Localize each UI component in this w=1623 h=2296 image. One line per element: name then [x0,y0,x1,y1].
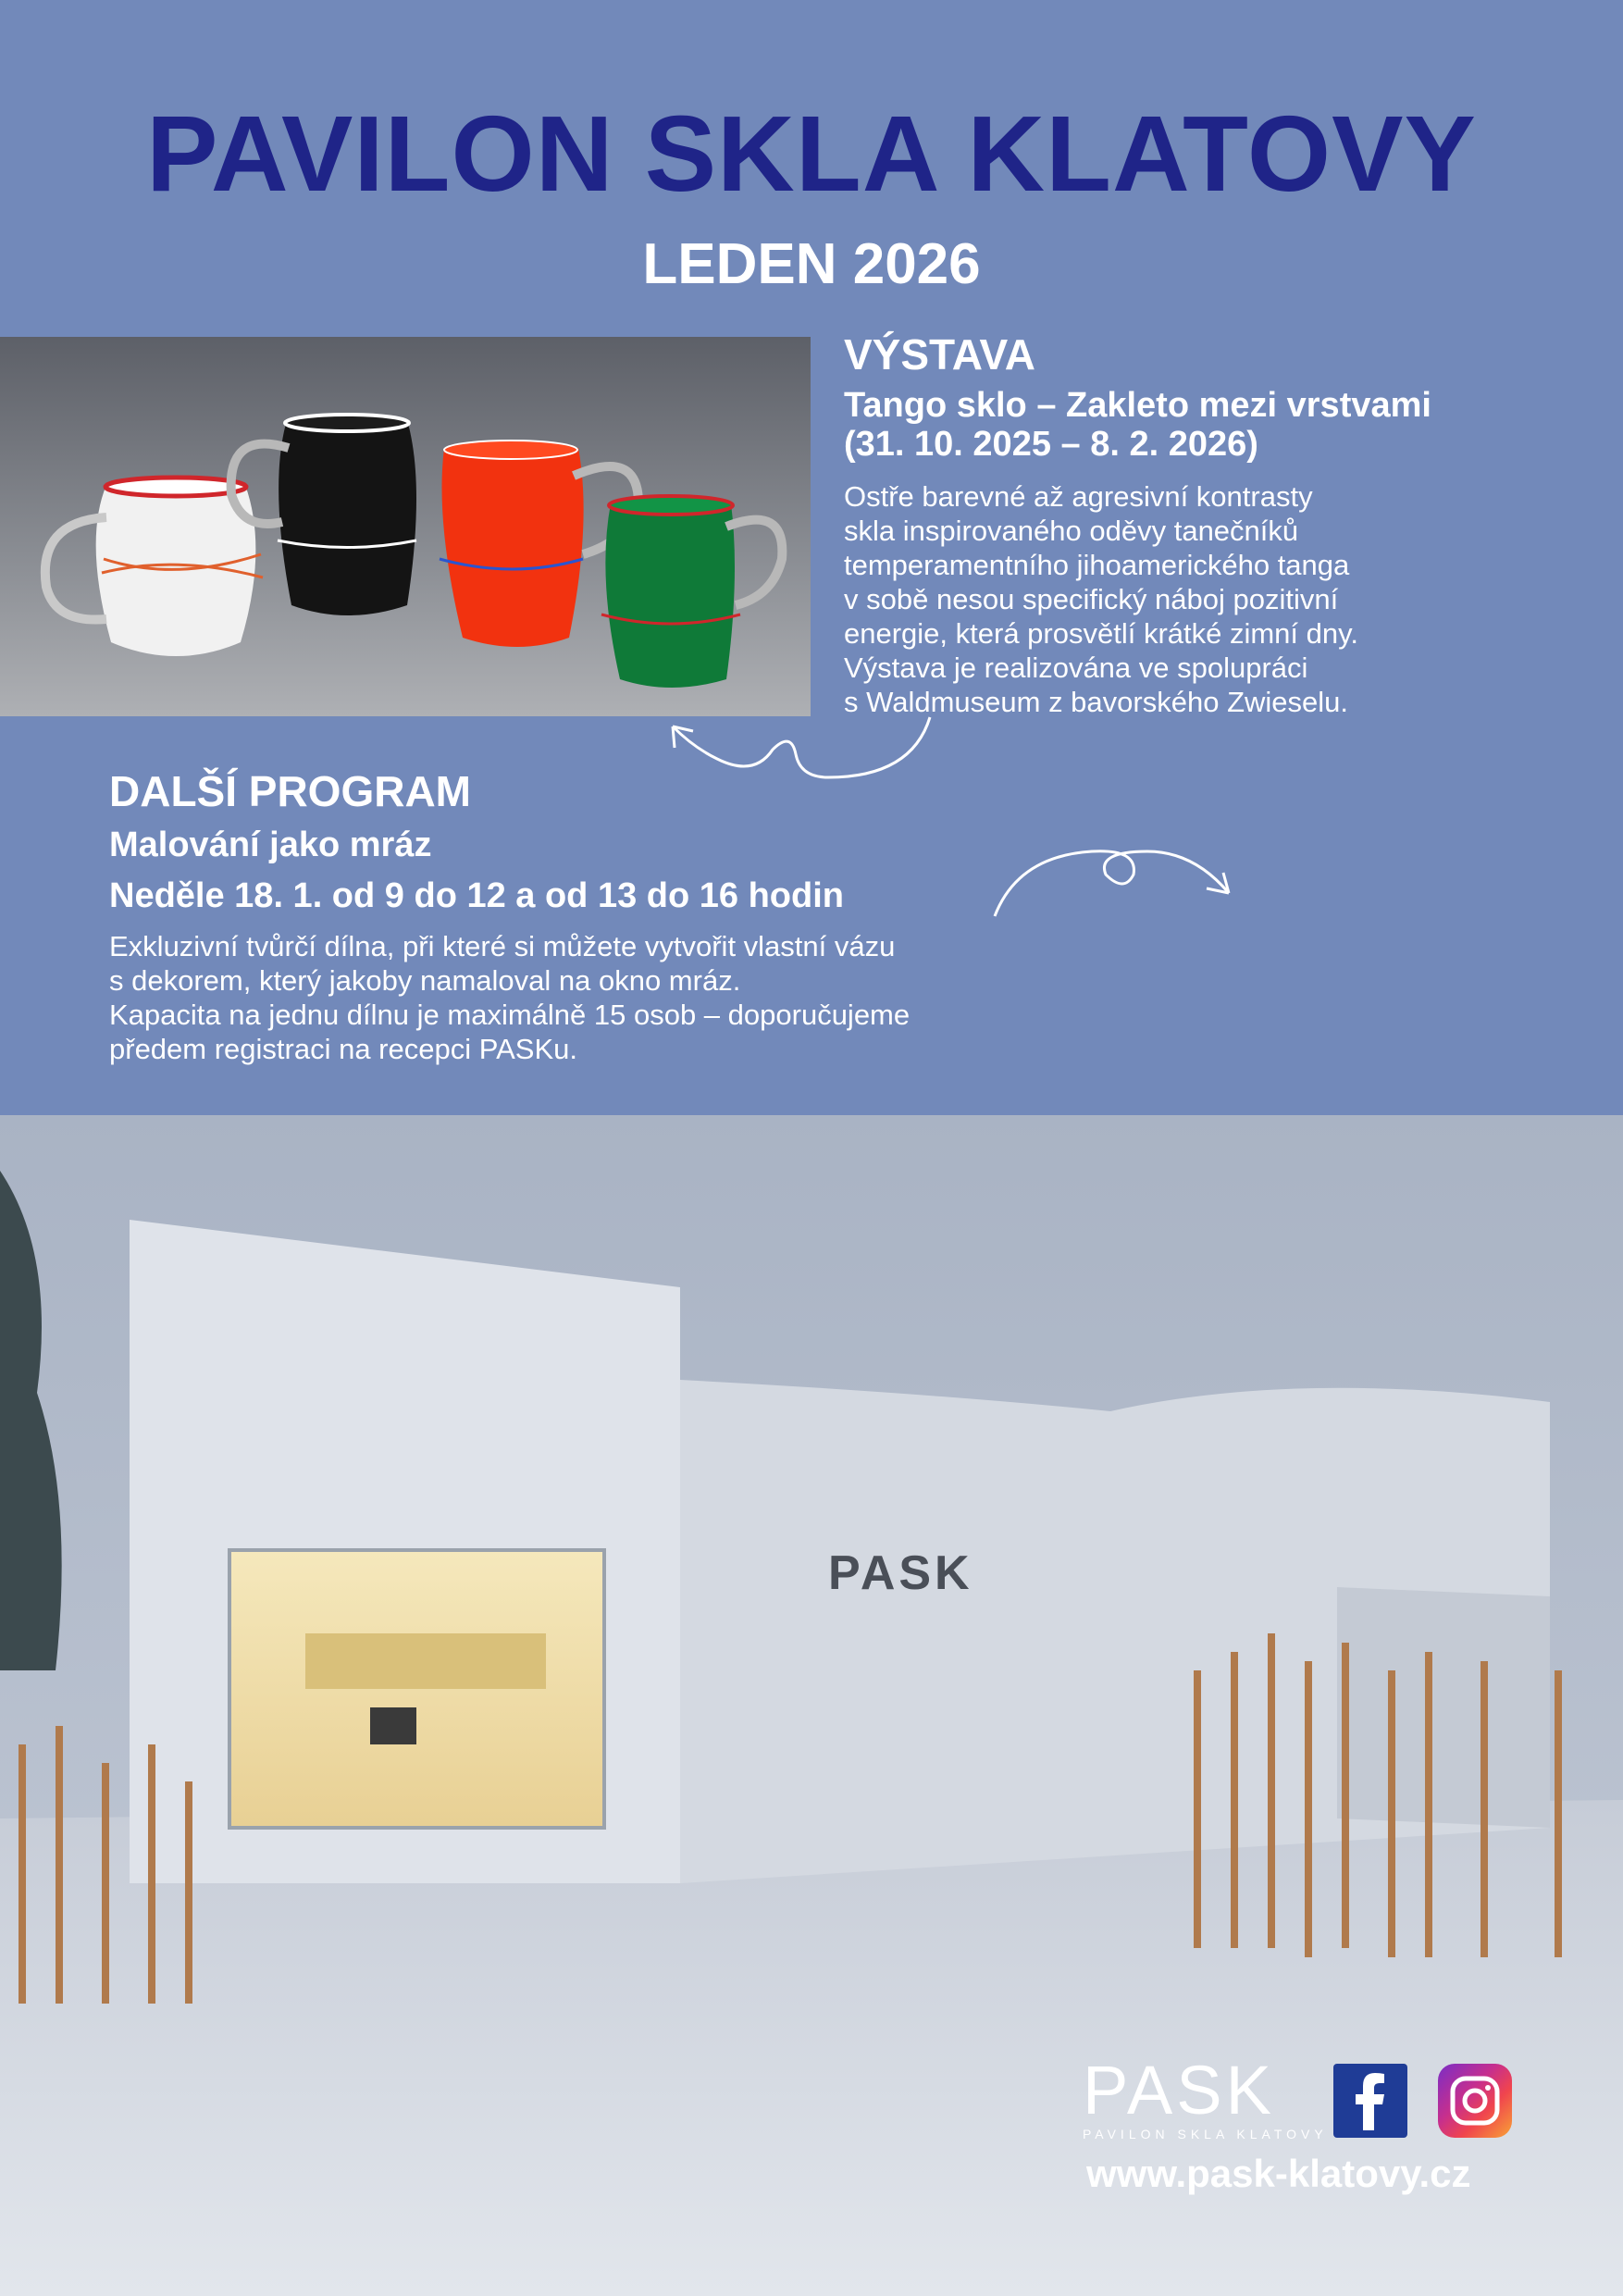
program-description-line: Exkluzivní tvůrčí dílna, při které si můžete vytvořit vlastní vázu [109,930,896,962]
page-title: PAVILON SKLA KLATOVY [146,93,1477,214]
program-description-line: s dekorem, který jakoby namaloval na okno mráz. [109,964,741,997]
exhibition-description-line: v sobě nesou specifický náboj pozitivní [844,583,1339,615]
logo-word: PASK [1083,2052,1275,2128]
page-subtitle: LEDEN 2026 [642,232,981,296]
pitchers-photo [0,337,811,716]
program-description [109,929,1127,1066]
pask-logo [1083,2052,1328,2141]
program-name: Malování jako mráz [109,825,432,864]
website-link[interactable]: www.pask-klatovy.cz [1086,2152,1471,2195]
instagram-icon[interactable] [1438,2064,1512,2138]
program-date: Neděle 18. 1. od 9 do 12 a od 13 do 16 hodin [109,876,844,915]
exhibition-description-line: Výstava je realizována ve spolupráci [844,652,1308,684]
facebook-icon[interactable] [1333,2064,1407,2138]
exhibition-description [844,479,1547,719]
exhibition-heading: VÝSTAVA [844,330,1036,379]
exhibition-dates: (31. 10. 2025 – 8. 2. 2026) [844,425,1258,464]
exhibition-description-line: skla inspirovaného oděvy tanečníků [844,515,1299,547]
building-sign: PASK [828,1546,973,1600]
program-description-line: Kapacita na jednu dílnu je maximálně 15 osob – doporučujeme [109,999,911,1031]
logo-subtitle: PAVILON SKLA KLATOVY [1083,2127,1328,2141]
exhibition-description-line: Ostře barevné až agresivní kontrasty [844,480,1313,513]
program-description-line: předem registraci na recepci PASKu. [109,1033,577,1065]
exhibition-description-line: s Waldmuseum z bavorského Zwieselu. [844,686,1348,718]
program-heading: DALŠÍ PROGRAM [109,767,471,815]
exhibition-description-line: energie, která prosvětlí krátké zimní dny. [844,617,1358,650]
exhibition-description-line: temperamentního jihoamerického tanga [844,549,1350,581]
exhibition-name: Tango sklo – Zakleto mezi vrstvami [844,386,1431,425]
